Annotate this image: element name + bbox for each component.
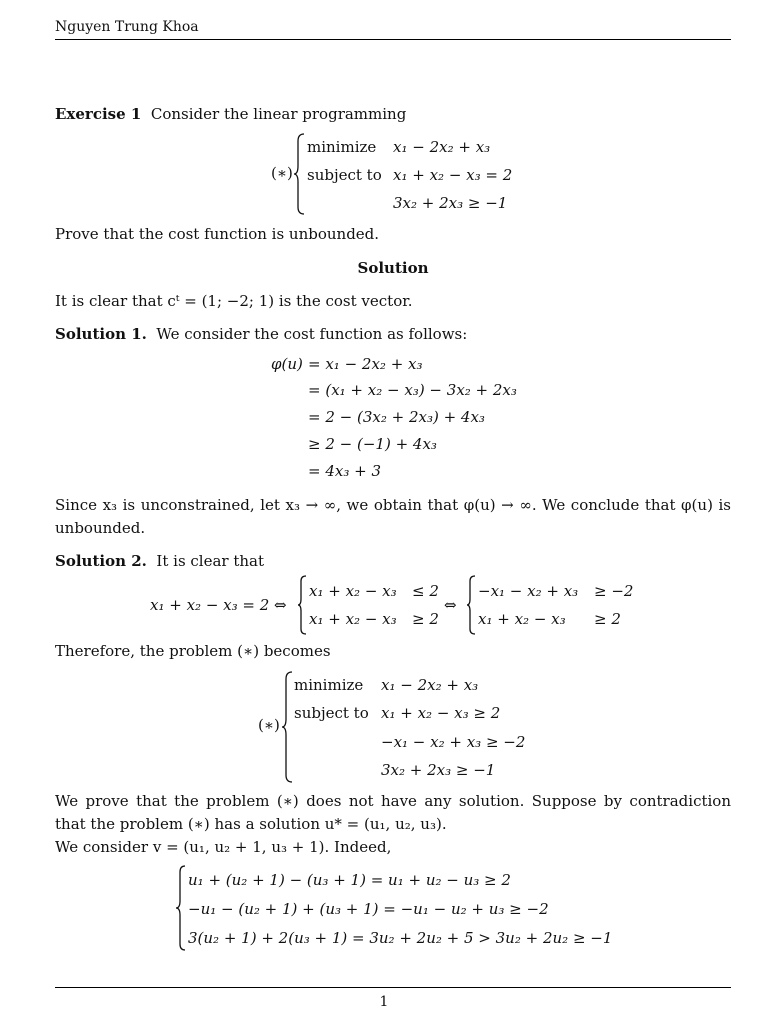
solution-heading: Solution xyxy=(357,259,429,277)
final-system-row: 3(u₂ + 1) + 2(u₃ + 1) = 3u₂ + 2u₂ + 5 > 3u₂ + 2u₂ ≥ −1 xyxy=(188,929,613,947)
page-number: 1 xyxy=(379,994,389,1010)
derivation-step: ≥ 2 − (−1) + 4x₃ xyxy=(308,435,437,453)
phi-lhs: φ(u) xyxy=(271,355,303,373)
derivation-step: = 4x₃ + 3 xyxy=(308,462,382,480)
footer-rule xyxy=(55,987,731,988)
derivation-step: = x₁ − 2x₂ + x₃ xyxy=(308,355,423,373)
final-system-row: u₁ + (u₂ + 1) − (u₃ + 1) = u₁ + u₂ − u₃ ≥ 2 xyxy=(188,871,511,889)
system-row-left: x₁ + x₂ − x₃ xyxy=(309,610,397,628)
iff-symbol: ⇔ xyxy=(444,596,457,614)
exercise-row-expr: x₁ + x₂ − x₃ = 2 xyxy=(393,166,513,184)
consider-line: We consider v = (u₁, u₂ + 1, u₃ + 1). Indeed, xyxy=(55,838,392,856)
solution-1-label: Solution 1. xyxy=(55,325,147,343)
exercise-row-keyword: minimize xyxy=(307,138,377,156)
left-brace-icon xyxy=(175,865,186,951)
solution-2-label: Solution 2. xyxy=(55,552,147,570)
problem-row-keyword: subject to xyxy=(294,704,369,722)
system-row-right: ≥ 2 xyxy=(594,610,621,628)
system-label: (∗) xyxy=(271,164,293,182)
system-row-left: x₁ + x₂ − x₃ xyxy=(309,582,397,600)
solution-1-conclusion: Since x₃ is unconstrained, let x₃ → ∞, we obtain that φ(u) → ∞. We conclude that φ(u) is unbounded. xyxy=(55,496,731,537)
left-brace-icon xyxy=(281,671,293,783)
running-header xyxy=(55,19,731,40)
exercise-statement xyxy=(55,104,406,124)
system-label: (∗) xyxy=(258,716,280,734)
problem-row-keyword: minimize xyxy=(294,676,364,694)
exercise-label: Exercise 1 xyxy=(55,105,142,123)
solution-1-intro: Solution 1. We consider the cost function as follows: xyxy=(55,325,468,343)
prove-statement: Prove that the cost function is unbounded. xyxy=(55,225,380,243)
therefore-line: Therefore, the problem (∗) becomes xyxy=(55,642,331,660)
cost-vector-line: It is clear that cᵗ = (1; −2; 1) is the cost vector. xyxy=(55,292,413,310)
problem-row-expr: x₁ − 2x₂ + x₃ xyxy=(381,676,479,694)
exercise-row-expr: 3x₂ + 2x₃ ≥ −1 xyxy=(393,194,508,212)
system-row-right: ≥ −2 xyxy=(594,582,634,600)
system-row-right: ≤ 2 xyxy=(412,582,439,600)
contradiction-paragraph: We prove that the problem (∗) does not have any solution. Suppose by contradiction that the problem (∗) has a solution u* = (u₁, u₂, u₃). xyxy=(55,792,731,833)
left-brace-icon xyxy=(466,575,476,635)
system-row-right: ≥ 2 xyxy=(412,610,439,628)
derivation-step: = 2 − (3x₂ + 2x₃) + 4x₃ xyxy=(308,408,485,426)
exercise-row-keyword: subject to xyxy=(307,166,382,184)
author-name: Nguyen Trung Khoa xyxy=(55,19,199,35)
system-row-left: x₁ + x₂ − x₃ xyxy=(478,610,566,628)
problem-row-expr: 3x₂ + 2x₃ ≥ −1 xyxy=(381,761,496,779)
final-system-row: −u₁ − (u₂ + 1) + (u₃ + 1) = −u₁ − u₂ + u₃ ≥ −2 xyxy=(188,900,549,918)
left-brace-icon xyxy=(293,133,305,215)
exercise-text: Consider the linear programming xyxy=(150,105,407,123)
left-brace-icon xyxy=(297,575,307,635)
equivalence-lhs: x₁ + x₂ − x₃ = 2 ⇔ xyxy=(150,596,287,614)
exercise-row-expr: x₁ − 2x₂ + x₃ xyxy=(393,138,491,156)
system-row-left: −x₁ − x₂ + x₃ xyxy=(478,582,579,600)
problem-row-expr: −x₁ − x₂ + x₃ ≥ −2 xyxy=(381,733,526,751)
problem-row-expr: x₁ + x₂ − x₃ ≥ 2 xyxy=(381,704,501,722)
solution-2-intro: Solution 2. It is clear that xyxy=(55,552,265,570)
derivation-step: = (x₁ + x₂ − x₃) − 3x₂ + 2x₃ xyxy=(308,381,517,399)
